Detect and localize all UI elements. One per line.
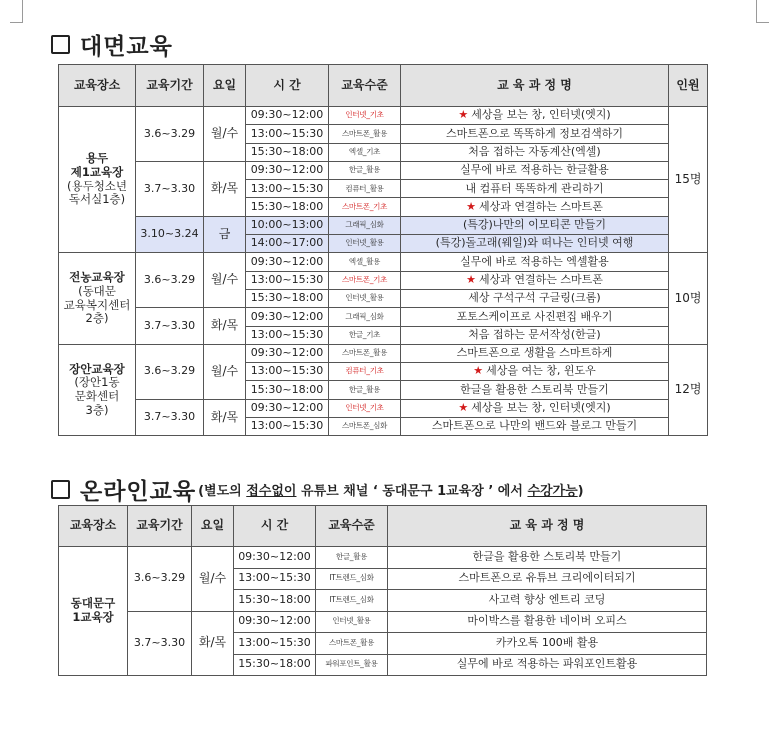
online-note-underline-1: 접수없이 [246, 484, 297, 499]
time-cell: 09:30~12:00 [234, 547, 316, 569]
place-address: (장안1동 문화센터 3층) [74, 375, 120, 417]
time-cell: 13:00~15:30 [246, 418, 329, 436]
time-cell: 09:30~12:00 [246, 107, 329, 125]
place-name: 장안교육장 [69, 361, 125, 376]
level-cell: 인터넷_활용 [329, 235, 401, 253]
course-cell: 카카오톡 100배 활용 [388, 633, 707, 655]
header-day: 요일 [204, 65, 246, 107]
online-note-post: ) [577, 484, 584, 499]
page-corner-mark-left [10, 0, 23, 23]
level-cell: 엑셀_활용 [329, 253, 401, 271]
place-address: (용두청소년 독서실1층) [66, 178, 128, 207]
level-cell: 스마트폰_활용 [329, 125, 401, 143]
header-period: 교육기간 [136, 65, 204, 107]
day-cell: 월/수 [204, 107, 246, 162]
offline-section-heading [51, 28, 173, 61]
period-cell: 3.7~3.30 [136, 399, 204, 436]
time-cell: 10:00~13:00 [246, 216, 329, 234]
time-cell: 09:30~12:00 [246, 253, 329, 271]
level-cell: 엑셀_기초 [329, 143, 401, 161]
time-cell: 15:30~18:00 [246, 198, 329, 216]
course-name: 세상과 연결하는 스마트폰 [478, 199, 603, 213]
online-schedule-table [58, 505, 707, 676]
level-cell: 컴퓨터_기초 [329, 363, 401, 381]
star-icon: ★ [473, 364, 484, 378]
course-name: 세상과 연결하는 스마트폰 [478, 273, 603, 286]
day-cell: 화/목 [192, 611, 234, 676]
course-cell [401, 344, 669, 362]
header-course: 교 육 과 정 명 [401, 65, 669, 107]
course-cell [401, 308, 669, 326]
level-cell: 인터넷_활용 [329, 289, 401, 307]
offline-title: 대면교육 [80, 34, 173, 60]
time-cell: 15:30~18:00 [234, 590, 316, 612]
day-cell: 화/목 [204, 161, 246, 216]
level-cell: 한글_활용 [316, 547, 388, 569]
course-cell: 실무에 바로 적용하는 파워포인트활용 [388, 654, 707, 676]
table-row [59, 611, 707, 633]
period-cell: 3.7~3.30 [136, 308, 204, 345]
day-cell: 월/수 [204, 253, 246, 308]
people-cell: 15명 [669, 107, 708, 253]
course-name: 한글을 활용한 스토리북 만들기 [460, 382, 609, 396]
course-name: 세상을 보는 창, 인터넷(엣지) [471, 108, 611, 122]
place-cell [59, 344, 136, 435]
course-name: 내 컴퓨터 똑똑하게 관리하기 [465, 181, 604, 195]
period-cell: 3.10~3.24 [136, 216, 204, 253]
level-cell: 파워포인트_활용 [316, 654, 388, 676]
checkbox-icon [51, 35, 70, 54]
header-day: 요일 [192, 506, 234, 547]
time-cell: 13:00~15:30 [246, 271, 329, 289]
place-name: 전농교육장 [69, 270, 125, 285]
course-cell [401, 216, 669, 234]
day-cell: 화/목 [204, 399, 246, 436]
header-people: 인원 [669, 65, 708, 107]
level-cell: 인터넷_기초 [329, 107, 401, 125]
time-cell: 13:00~15:30 [234, 633, 316, 655]
people-cell: 12명 [669, 344, 708, 435]
offline-schedule-table [58, 64, 708, 436]
table-row [59, 161, 708, 179]
day-cell: 화/목 [204, 308, 246, 345]
online-title: 온라인교육 [80, 479, 197, 505]
time-cell: 15:30~18:00 [234, 654, 316, 676]
table-row [59, 308, 708, 326]
level-cell: 한글_활용 [329, 161, 401, 179]
level-cell: 한글_기초 [329, 326, 401, 344]
level-cell: 한글_활용 [329, 381, 401, 399]
course-cell: 스마트폰으로 유튜브 크리에이터되기 [388, 568, 707, 590]
course-cell [401, 399, 669, 417]
page-corner-mark-right [756, 0, 769, 23]
course-cell: 사고력 향상 엔트리 코딩 [388, 590, 707, 612]
period-cell: 3.6~3.29 [128, 547, 192, 612]
course-cell [401, 161, 669, 179]
place-cell [59, 107, 136, 253]
star-icon: ★ [458, 108, 469, 122]
course-cell [401, 326, 669, 344]
course-cell: 한글을 활용한 스토리북 만들기 [388, 547, 707, 569]
table-row [59, 547, 707, 569]
course-name: 실무에 바로 적용하는 엑셀활용 [460, 254, 609, 268]
course-name: 세상을 여는 창, 윈도우 [486, 364, 596, 378]
course-cell [401, 235, 669, 253]
course-name: 세상 구석구석 구글링(크롬) [468, 291, 601, 305]
header-period: 교육기간 [128, 506, 192, 547]
time-cell: 09:30~12:00 [234, 611, 316, 633]
level-cell: 스마트폰_기초 [329, 271, 401, 289]
course-cell [401, 125, 669, 143]
level-cell: 스마트폰_심화 [329, 418, 401, 436]
course-name: 처음 접하는 자동계산(엑셀) [468, 144, 601, 158]
course-cell [401, 180, 669, 198]
course-name: 스마트폰으로 생활을 스마트하게 [456, 346, 613, 360]
header-time: 시 간 [234, 506, 316, 547]
people-cell: 10명 [669, 253, 708, 344]
level-cell: 스마트폰_기초 [329, 198, 401, 216]
level-cell: 인터넷_기초 [329, 399, 401, 417]
time-cell: 15:30~18:00 [246, 143, 329, 161]
time-cell: 09:30~12:00 [246, 161, 329, 179]
star-icon: ★ [466, 199, 476, 213]
course-cell [401, 289, 669, 307]
course-name: 처음 접하는 문서작성(한글) [468, 327, 601, 341]
course-cell [401, 253, 669, 271]
online-note-underline-2: 수강가능 [527, 484, 578, 499]
header-time: 시 간 [246, 65, 329, 107]
course-name: 포토스케이프로 사진편집 배우기 [456, 309, 613, 323]
time-cell: 13:00~15:30 [246, 180, 329, 198]
place-cell [59, 253, 136, 344]
course-cell: 마이박스를 활용한 네이버 오피스 [388, 611, 707, 633]
online-note-pre: (별도의 [198, 484, 247, 499]
period-cell: 3.7~3.30 [136, 161, 204, 216]
table-row [59, 344, 708, 362]
table-row [59, 253, 708, 271]
level-cell: 컴퓨터_활용 [329, 180, 401, 198]
online-section-heading [51, 473, 584, 506]
table-row [59, 399, 708, 417]
course-cell [401, 198, 669, 216]
header-place: 교육장소 [59, 65, 136, 107]
online-note-mid: 유튜브 채널 ‘ 동대문구 1교육장 ’ 에서 [296, 484, 528, 499]
course-name: 실무에 바로 적용하는 한글활용 [460, 163, 609, 177]
period-cell: 3.6~3.29 [136, 344, 204, 399]
time-cell: 09:30~12:00 [246, 308, 329, 326]
star-icon: ★ [466, 273, 476, 286]
time-cell: 13:00~15:30 [246, 326, 329, 344]
course-name: (특강)돌고래(웨일)와 떠나는 인터넷 여행 [435, 236, 634, 250]
time-cell: 13:00~15:30 [246, 363, 329, 381]
course-cell [401, 418, 669, 436]
course-name: (특강)나만의 이모티콘 만들기 [462, 218, 607, 232]
header-place: 교육장소 [59, 506, 128, 547]
course-cell [401, 363, 669, 381]
time-cell: 15:30~18:00 [246, 381, 329, 399]
level-cell: 스마트폰_활용 [329, 344, 401, 362]
period-cell: 3.7~3.30 [128, 611, 192, 676]
course-cell [401, 143, 669, 161]
level-cell: 그래픽_심화 [329, 308, 401, 326]
course-name: 세상을 보는 창, 인터넷(엣지) [471, 401, 611, 415]
level-cell: 인터넷_활용 [316, 611, 388, 633]
course-name: 스마트폰으로 똑똑하게 정보검색하기 [445, 126, 623, 140]
period-cell: 3.6~3.29 [136, 107, 204, 162]
offline-header-row [59, 65, 708, 107]
star-icon: ★ [458, 401, 469, 415]
time-cell: 13:00~15:30 [246, 125, 329, 143]
day-cell: 금 [204, 216, 246, 253]
level-cell: IT트렌드_심화 [316, 590, 388, 612]
period-cell: 3.6~3.29 [136, 253, 204, 308]
course-name: 스마트폰으로 나만의 밴드와 블로그 만들기 [431, 419, 638, 433]
online-note [198, 480, 584, 499]
day-cell: 월/수 [204, 344, 246, 399]
level-cell: 스마트폰_활용 [316, 633, 388, 655]
table-row [59, 107, 708, 125]
level-cell: 그래픽_심화 [329, 216, 401, 234]
table-row [59, 216, 708, 234]
time-cell: 14:00~17:00 [246, 235, 329, 253]
place-address: (동대문 교육복지센터 2층) [63, 283, 131, 326]
time-cell: 09:30~12:00 [246, 399, 329, 417]
time-cell: 09:30~12:00 [246, 344, 329, 362]
time-cell: 13:00~15:30 [234, 568, 316, 590]
level-cell: IT트렌드_심화 [316, 568, 388, 590]
checkbox-icon [51, 480, 70, 499]
place-name: 용두 제1교육장 [70, 151, 124, 179]
header-course: 교 육 과 정 명 [388, 506, 707, 547]
course-cell [401, 381, 669, 399]
course-cell [401, 271, 669, 289]
course-cell [401, 107, 669, 125]
day-cell: 월/수 [192, 547, 234, 612]
time-cell: 15:30~18:00 [246, 289, 329, 307]
online-header-row [59, 506, 707, 547]
header-level: 교육수준 [329, 65, 401, 107]
place-cell: 동대문구 1교육장 [59, 547, 128, 676]
header-level: 교육수준 [316, 506, 388, 547]
